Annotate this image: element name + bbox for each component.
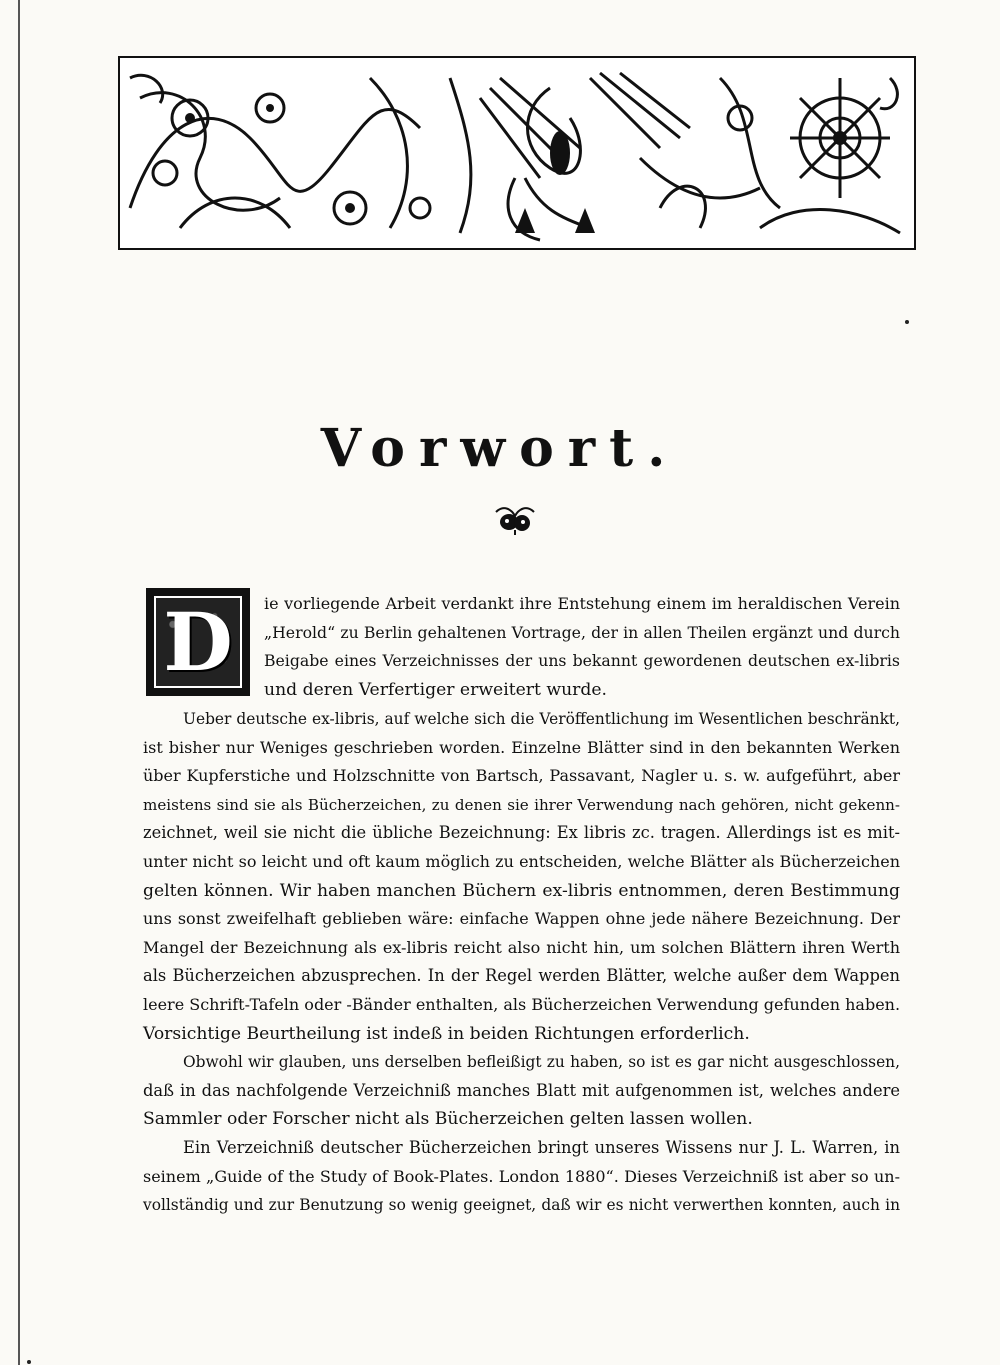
text-line: über Kupferstiche und Holzschnitte von Bartsch, Passavant, Nagler u. s. w. aufgeführt, aber	[143, 766, 900, 786]
text-line: leere Schrift-Tafeln oder -Bänder enthalten, als Bücherzeichen Verwendung gefunden haben.	[143, 994, 901, 1014]
opening-paragraph	[264, 590, 900, 704]
text-line: gelten können. Wir haben manchen Büchern ex-libris entnommen, deren Bestimmung	[143, 880, 900, 901]
text-line: daß in das nachfolgende Verzeichniß manches Blatt mit aufgenommen ist, welches andere	[143, 1080, 900, 1100]
text-line: „Herold“ zu Berlin gehaltenen Vortrage, der in allen Theilen ergänzt und durch	[264, 622, 900, 642]
text-line: Mangel der Bezeichnung als ex-libris reicht also nicht hin, um solchen Blättern ihren Werth	[143, 937, 900, 957]
ink-speck	[27, 1360, 31, 1364]
text-line: Obwohl wir glauben, uns derselben befleißigt zu haben, so ist es gar nicht ausgeschlossen,	[183, 1053, 900, 1072]
text-line: Beigabe eines Verzeichnisses der uns bekannt gewordenen deutschen ex-libris	[264, 651, 900, 671]
text-line: Ein Verzeichniß deutscher Bücherzeichen bringt unseres Wissens nur J. L. Warren, in	[183, 1137, 900, 1157]
text-line: ie vorliegende Arbeit verdankt ihre Entstehung einem im heraldischen Verein	[264, 594, 900, 613]
drop-cap-letter: D	[163, 595, 233, 689]
text-line: ist bisher nur Weniges geschrieben worden. Einzelne Blätter sind in den bekannten Werken	[143, 737, 900, 757]
decorative-header-woodcut	[118, 56, 916, 250]
text-line: und deren Verfertiger erweitert wurde.	[264, 679, 607, 700]
body-text	[143, 705, 900, 1220]
page-title: Vorwort.	[320, 418, 680, 479]
text-line: unter nicht so leicht und oft kaum möglich zu entscheiden, welche Blätter als Bücherzeichen	[143, 851, 900, 871]
drop-cap-initial	[146, 588, 250, 696]
text-line: Sammler oder Forscher nicht als Bücherzeichen gelten lassen wollen.	[143, 1109, 753, 1130]
text-line: seinem „Guide of the Study of Book-Plates. London 1880“. Dieses Verzeichniß ist aber so un-	[143, 1166, 900, 1186]
ink-speck	[905, 320, 909, 324]
text-line: Vorsichtige Beurtheilung ist indeß in beiden Richtungen erforderlich.	[143, 1023, 750, 1044]
text-line: meistens sind sie als Bücherzeichen, zu denen sie ihrer Verwendung nach gehören, nicht gekenn-	[143, 795, 900, 814]
text-line: Ueber deutsche ex-libris, auf welche sich die Veröffentlichung im Wesentlichen beschränkt,	[183, 710, 900, 728]
page-edge	[18, 0, 20, 1365]
text-line: uns sonst zweifelhaft geblieben wäre: einfache Wappen ohne jede nähere Bezeichnung. Der	[143, 909, 900, 929]
text-line: als Bücherzeichen abzusprechen. In der Regel werden Blätter, welche außer dem Wappen	[143, 966, 900, 986]
text-line: zeichnet, weil sie nicht die übliche Bezeichnung: Ex libris zc. tragen. Allerdings ist es mit-	[143, 823, 900, 843]
fleuron-ornament	[492, 502, 538, 536]
text-line: vollständig und zur Benutzung so wenig geeignet, daß wir es nicht verwerthen konnten, auch in	[143, 1196, 900, 1215]
